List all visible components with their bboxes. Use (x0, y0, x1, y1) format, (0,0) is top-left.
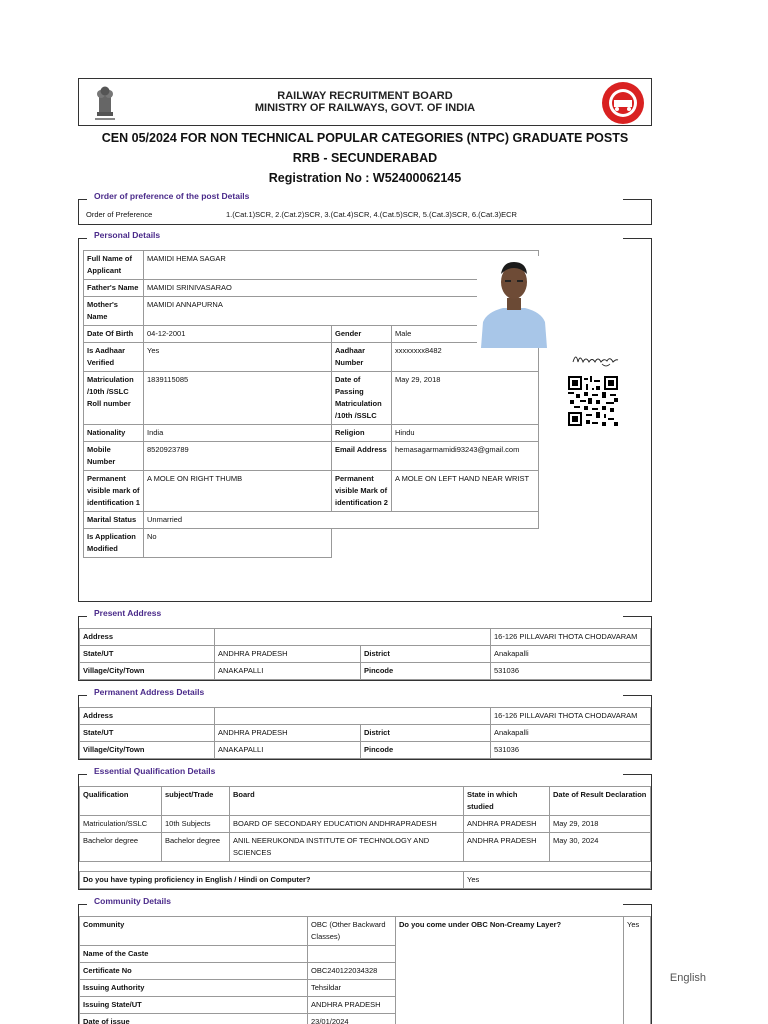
present-district-value: Anakapalli (491, 646, 651, 663)
qual-cell: ANDHRA PRADESH (464, 816, 550, 833)
aadhaar-verified-label: Is Aadhaar Verified (84, 343, 144, 372)
preference-legend: Order of preference of the post Details (88, 191, 255, 201)
typing-value: Yes (464, 872, 651, 889)
mark1-label: Permanent visible mark of identification 1 (84, 471, 144, 512)
mobile-label: Mobile Number (84, 442, 144, 471)
community-legend: Community Details (88, 896, 177, 906)
permanent-address-section (78, 687, 652, 760)
present-pincode-value: 531036 (491, 663, 651, 680)
permanent-pincode-label: Pincode (361, 742, 491, 759)
language-label[interactable]: English (669, 972, 706, 984)
community-label: Community (80, 917, 308, 946)
mother-label: Mother's Name (84, 297, 144, 326)
issue-date-value: 23/01/2024 (308, 1014, 396, 1024)
caste-label: Name of the Caste (80, 946, 308, 963)
issue-state-label: Issuing State/UT (80, 997, 308, 1014)
nationality-value: India (144, 425, 332, 442)
preference-section (78, 191, 652, 225)
religion-value: Hindu (392, 425, 539, 442)
certificate-value: OBC240122034328 (308, 963, 396, 980)
nationality-label: Nationality (84, 425, 144, 442)
present-address-legend: Present Address (88, 608, 167, 618)
applicant-signature (570, 350, 620, 368)
marital-label: Marital Status (84, 512, 144, 529)
qual-cell: May 30, 2024 (550, 833, 651, 862)
gender-value: Male (392, 326, 539, 343)
permanent-address-empty (215, 708, 491, 725)
personal-section (78, 230, 652, 602)
cen-title: CEN 05/2024 FOR NON TECHNICAL POPULAR CATEGORIES (NTPC) GRADUATE POSTS (101, 131, 629, 145)
permanent-village-value: ANAKAPALLI (215, 742, 361, 759)
qr-code-icon (568, 376, 618, 426)
present-address-section (78, 608, 652, 681)
qual-cell: ANDHRA PRADESH (464, 833, 550, 862)
preference-value: 1.(Cat.1)SCR, 2.(Cat.2)SCR, 3.(Cat.4)SCR, 4.(Cat.5)SCR, 5.(Cat.3)SCR, 6.(Cat.3)ECR (226, 210, 517, 219)
national-emblem-icon (91, 82, 119, 124)
authority-value: Tehsildar (308, 980, 396, 997)
modified-label: Is Application Modified (84, 529, 144, 558)
present-address-value: 16-126 PILLAVARI THOTA CHODAVARAM (491, 629, 651, 646)
aadhaar-verified-value: Yes (144, 343, 332, 372)
father-label: Father's Name (84, 280, 144, 297)
qual-cell: 10th Subjects (162, 816, 230, 833)
applicant-photo (477, 256, 551, 348)
permanent-state-value: ANDHRA PRADESH (215, 725, 361, 742)
qual-cell: BOARD OF SECONDARY EDUCATION ANDHRAPRADESH (230, 816, 464, 833)
qual-header-subject: subject/Trade (162, 787, 230, 816)
indian-railways-logo-icon (599, 81, 647, 125)
ministry-name: MINISTRY OF RAILWAYS, GOVT. OF INDIA (254, 102, 476, 114)
header-box (78, 78, 652, 126)
aadhaar-value: xxxxxxxx8482 (392, 343, 539, 372)
authority-label: Issuing Authority (80, 980, 308, 997)
issue-state-value: ANDHRA PRADESH (308, 997, 396, 1014)
permanent-pincode-value: 531036 (491, 742, 651, 759)
qual-cell: Bachelor degree (80, 833, 162, 862)
creamy-value: Yes (624, 917, 651, 1024)
present-district-label: District (361, 646, 491, 663)
registration-number: Registration No : W52400062145 (268, 171, 462, 185)
preference-label: Order of Preference (86, 210, 153, 219)
mother-value: MAMIDI ANNAPURNA (144, 297, 539, 326)
present-village-value: ANAKAPALLI (215, 663, 361, 680)
permanent-address-value: 16-126 PILLAVARI THOTA CHODAVARAM (491, 708, 651, 725)
qual-header-board: Board (230, 787, 464, 816)
table-row (80, 816, 651, 833)
creamy-label: Do you come under OBC Non-Creamy Layer? (396, 917, 624, 1024)
aadhaar-label: Aadhaar Number (332, 343, 392, 372)
permanent-address-label: Address (80, 708, 215, 725)
matric-roll-value: 1839115085 (144, 372, 332, 425)
gender-label: Gender (332, 326, 392, 343)
mark2-value: A MOLE ON LEFT HAND NEAR WRIST (392, 471, 539, 512)
permanent-district-label: District (361, 725, 491, 742)
qual-header-date: Date of Result Declaration (550, 787, 651, 816)
email-label: Email Address (332, 442, 392, 471)
matric-date-value: May 29, 2018 (392, 372, 539, 425)
qual-header-qualification: Qualification (80, 787, 162, 816)
mobile-value: 8520923789 (144, 442, 332, 471)
issue-date-label: Date of issue (80, 1014, 308, 1024)
qual-cell: Matriculation/SSLC (80, 816, 162, 833)
rrb-title: RRB - SECUNDERABAD (292, 151, 438, 165)
full-name-label: Full Name of Applicant (84, 251, 144, 280)
certificate-label: Certificate No (80, 963, 308, 980)
permanent-district-value: Anakapalli (491, 725, 651, 742)
typing-label: Do you have typing proficiency in English / Hindi on Computer? (80, 872, 464, 889)
community-value: OBC (Other Backward Classes) (308, 917, 396, 946)
community-section (78, 896, 652, 1024)
permanent-state-label: State/UT (80, 725, 215, 742)
mark2-label: Permanent visible Mark of identification 2 (332, 471, 392, 512)
qual-cell: Bachelor degree (162, 833, 230, 862)
personal-legend: Personal Details (88, 230, 166, 240)
full-name-value: MAMIDI HEMA SAGAR (144, 251, 539, 280)
present-address-label: Address (80, 629, 215, 646)
present-state-value: ANDHRA PRADESH (215, 646, 361, 663)
qualification-header-row (80, 787, 651, 816)
matric-date-label: Date of Passing Matriculation /10th /SSLC (332, 372, 392, 425)
dob-value: 04-12-2001 (144, 326, 332, 343)
email-value: hemasagarmamidi93243@gmail.com (392, 442, 539, 471)
present-address-empty (215, 629, 491, 646)
present-pincode-label: Pincode (361, 663, 491, 680)
qualification-section (78, 766, 652, 890)
dob-label: Date Of Birth (84, 326, 144, 343)
permanent-address-legend: Permanent Address Details (88, 687, 210, 697)
modified-value: No (144, 529, 332, 558)
father-value: MAMIDI SRINIVASARAO (144, 280, 539, 297)
religion-label: Religion (332, 425, 392, 442)
table-row (80, 833, 651, 862)
board-name: RAILWAY RECRUITMENT BOARD (277, 90, 453, 102)
present-village-label: Village/City/Town (80, 663, 215, 680)
application-page (78, 78, 652, 1024)
permanent-village-label: Village/City/Town (80, 742, 215, 759)
marital-value: Unmarried (144, 512, 539, 529)
matric-roll-label: Matriculation /10th /SSLC Roll number (84, 372, 144, 425)
present-state-label: State/UT (80, 646, 215, 663)
qual-header-state: State in which studied (464, 787, 550, 816)
qual-cell: ANIL NEERUKONDA INSTITUTE OF TECHNOLOGY AND SCIENCES (230, 833, 464, 862)
qual-cell: May 29, 2018 (550, 816, 651, 833)
mark1-value: A MOLE ON RIGHT THUMB (144, 471, 332, 512)
caste-value (308, 946, 396, 963)
qualification-legend: Essential Qualification Details (88, 766, 221, 776)
